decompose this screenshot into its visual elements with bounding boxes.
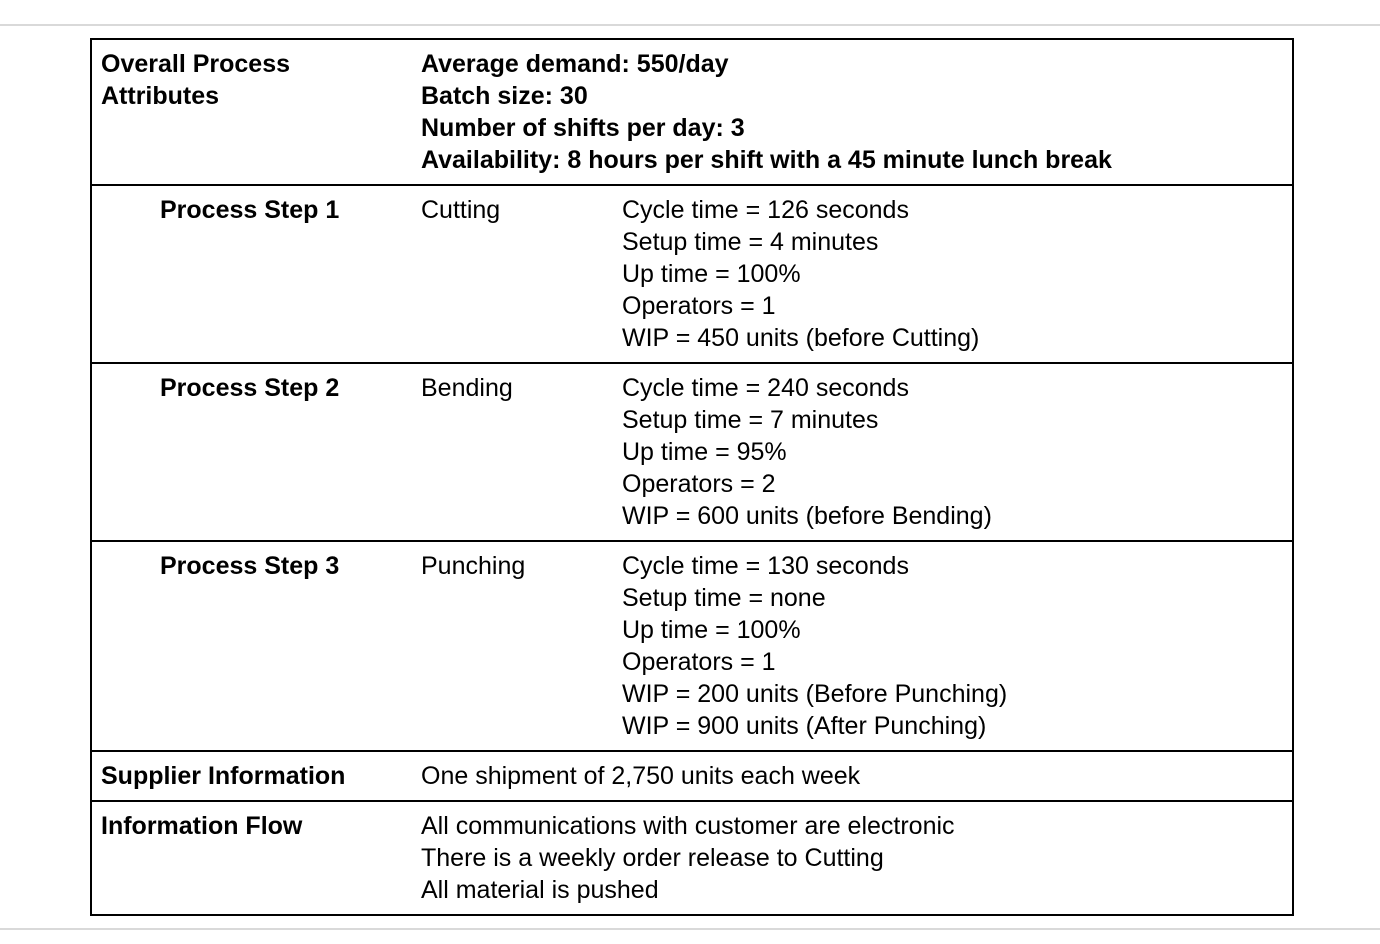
setup-time: Setup time = none bbox=[622, 584, 826, 612]
process-step-name: Bending bbox=[421, 374, 513, 402]
cycle-time: Cycle time = 240 seconds bbox=[622, 374, 909, 402]
up-time: Up time = 100% bbox=[622, 616, 801, 644]
wip: WIP = 450 units (before Cutting) bbox=[622, 324, 980, 352]
overall-label-line: Overall Process bbox=[101, 50, 291, 78]
process-step-label: Process Step 2 bbox=[160, 374, 340, 402]
overall-attributes-values bbox=[421, 48, 1112, 176]
overall-attributes-label bbox=[101, 48, 401, 112]
supplier-information-row bbox=[92, 752, 1292, 802]
process-step-row bbox=[92, 186, 1292, 364]
process-attributes-table bbox=[90, 38, 1294, 916]
information-flow-row bbox=[92, 802, 1292, 914]
overall-label-line: Attributes bbox=[101, 82, 220, 110]
bottom-divider bbox=[0, 928, 1380, 930]
up-time: Up time = 100% bbox=[622, 260, 801, 288]
information-flow-line: All material is pushed bbox=[421, 876, 659, 904]
information-flow-values bbox=[421, 810, 955, 906]
top-divider bbox=[0, 24, 1380, 26]
average-demand: Average demand: 550/day bbox=[421, 50, 729, 78]
process-step-details bbox=[622, 372, 992, 532]
information-flow-label: Information Flow bbox=[101, 812, 303, 840]
process-step-label: Process Step 3 bbox=[160, 552, 340, 580]
operators: Operators = 1 bbox=[622, 648, 776, 676]
operators: Operators = 2 bbox=[622, 470, 776, 498]
overall-attributes-row bbox=[92, 40, 1292, 186]
operators: Operators = 1 bbox=[622, 292, 776, 320]
shifts-per-day: Number of shifts per day: 3 bbox=[421, 114, 745, 142]
batch-size: Batch size: 30 bbox=[421, 82, 588, 110]
process-step-row bbox=[92, 542, 1292, 752]
wip: WIP = 900 units (After Punching) bbox=[622, 712, 987, 740]
process-step-row bbox=[92, 364, 1292, 542]
information-flow-line: All communications with customer are electronic bbox=[421, 812, 955, 840]
supplier-information-value: One shipment of 2,750 units each week bbox=[421, 762, 861, 790]
wip: WIP = 200 units (Before Punching) bbox=[622, 680, 1008, 708]
process-step-label: Process Step 1 bbox=[160, 196, 340, 224]
up-time: Up time = 95% bbox=[622, 438, 787, 466]
setup-time: Setup time = 4 minutes bbox=[622, 228, 879, 256]
process-step-details bbox=[622, 550, 1007, 742]
information-flow-line: There is a weekly order release to Cutting bbox=[421, 844, 884, 872]
cycle-time: Cycle time = 126 seconds bbox=[622, 196, 909, 224]
wip: WIP = 600 units (before Bending) bbox=[622, 502, 992, 530]
process-step-details bbox=[622, 194, 979, 354]
setup-time: Setup time = 7 minutes bbox=[622, 406, 879, 434]
availability: Availability: 8 hours per shift with a 45 minute lunch break bbox=[421, 146, 1112, 174]
process-step-name: Punching bbox=[421, 552, 526, 580]
supplier-information-label: Supplier Information bbox=[101, 762, 346, 790]
process-step-name: Cutting bbox=[421, 196, 501, 224]
cycle-time: Cycle time = 130 seconds bbox=[622, 552, 909, 580]
